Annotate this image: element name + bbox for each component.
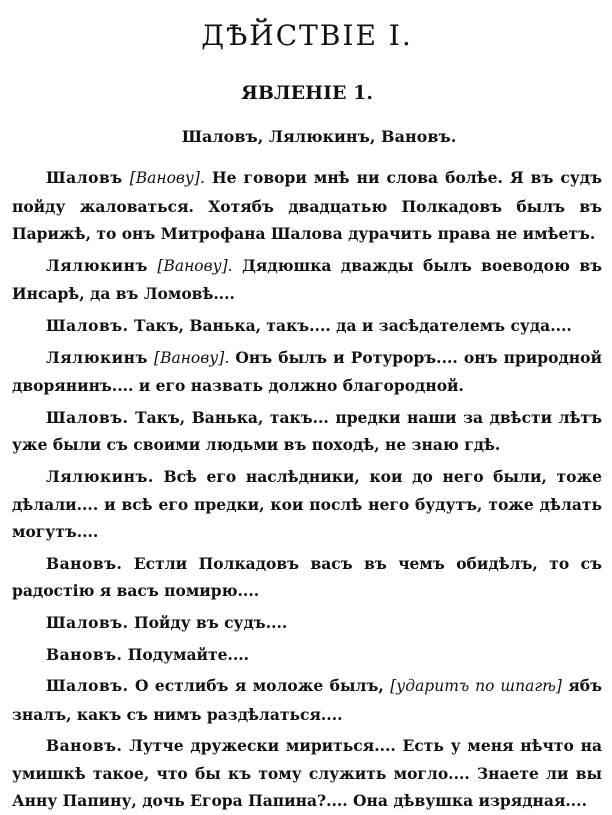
- speech-7: [12, 550, 602, 605]
- speaker: Шаловъ.: [46, 612, 129, 632]
- speech-text: Такъ, Ванька, такъ... предки наши за двѣсти лѣтъ уже были съ своими людьми въ походѣ, не знаю гдѣ.: [12, 407, 602, 455]
- speech-text: Такъ, Ванька, такъ.... да и засѣдателемъ суда....: [133, 315, 572, 335]
- speech-text: Лутче дружески мириться.... Есть у меня нѣчто на умишкѣ такое, что бы къ тому служить могло.... Знаете ли вы Анну Папину, дочь Егора Папина?.... Она дѣвушка изрядная....: [12, 736, 602, 811]
- speaker: Лялюкинъ: [46, 255, 148, 275]
- speech-2: [12, 252, 602, 308]
- speech-9: [12, 641, 602, 669]
- speech-text: О естлибъ я моложе былъ,: [134, 676, 384, 696]
- speech-8: [12, 609, 602, 637]
- speaker: Лялюкинъ.: [46, 466, 154, 486]
- speaker: Вановъ.: [46, 736, 123, 756]
- speaker: Шаловъ.: [46, 315, 129, 335]
- speech-text: Дядюшка дважды былъ воеводою въ Инсарѣ, да въ Ломовѣ....: [12, 255, 602, 304]
- speech-4: [12, 344, 602, 400]
- speaker: Шаловъ.: [46, 676, 129, 696]
- speech-text: Не говори мнѣ ни слова болѣе. Я въ судъ пойду жаловаться. Хотябъ двадцатью Полкадовъ былъ въ Парижѣ, то онъ Митрофана Шалова дурачить права не имѣетъ.: [12, 168, 602, 244]
- speech-text: Подумайте....: [127, 644, 250, 664]
- speech-text: Пойду въ судъ....: [133, 612, 288, 632]
- stage-direction: [ударитъ по шпагѣ]: [390, 677, 562, 696]
- speaker: Вановъ.: [46, 644, 123, 664]
- stage-direction: [Ванову].: [129, 169, 205, 187]
- speech-6: [12, 463, 602, 546]
- speech-5: [12, 404, 602, 459]
- speaker: Шаловъ.: [46, 407, 129, 427]
- stage-direction: [Ванову].: [154, 348, 230, 367]
- speaker: Вановъ.: [46, 553, 123, 573]
- speech-10: [12, 672, 602, 728]
- speech-text: Естли Полкадовъ васъ въ чемъ обидѣлъ, то съ радостію я васъ помирю....: [12, 553, 602, 601]
- act-title: ДѢЙСТВІЕ I.: [201, 19, 413, 52]
- speech-1: [12, 164, 602, 248]
- stage-direction: [Ванову].: [157, 256, 233, 275]
- speech-text: Всѣ его наслѣдники, кои до него были, тоже дѣлали.... и всѣ его предки, кои послѣ него будутъ, тоже дѣлать могутъ....: [12, 466, 602, 542]
- cast-list: Шаловъ, Лялюкинъ, Вановъ.: [181, 127, 457, 146]
- speaker: Шаловъ: [46, 168, 123, 187]
- speaker: Лялюкинъ: [46, 347, 148, 367]
- speech-text: Онъ былъ и Ротуроръ.... онъ природной дворянинъ.... и его назвать должно благородной.: [12, 347, 602, 396]
- speech-11: [12, 732, 602, 815]
- speech-text-continued: ябъ зналъ, какъ съ нимъ раздѣлаться....: [12, 676, 603, 724]
- dialogue: [12, 164, 602, 815]
- scene-title: ЯВЛЕНІЕ 1.: [241, 82, 373, 104]
- speech-3: [12, 312, 602, 340]
